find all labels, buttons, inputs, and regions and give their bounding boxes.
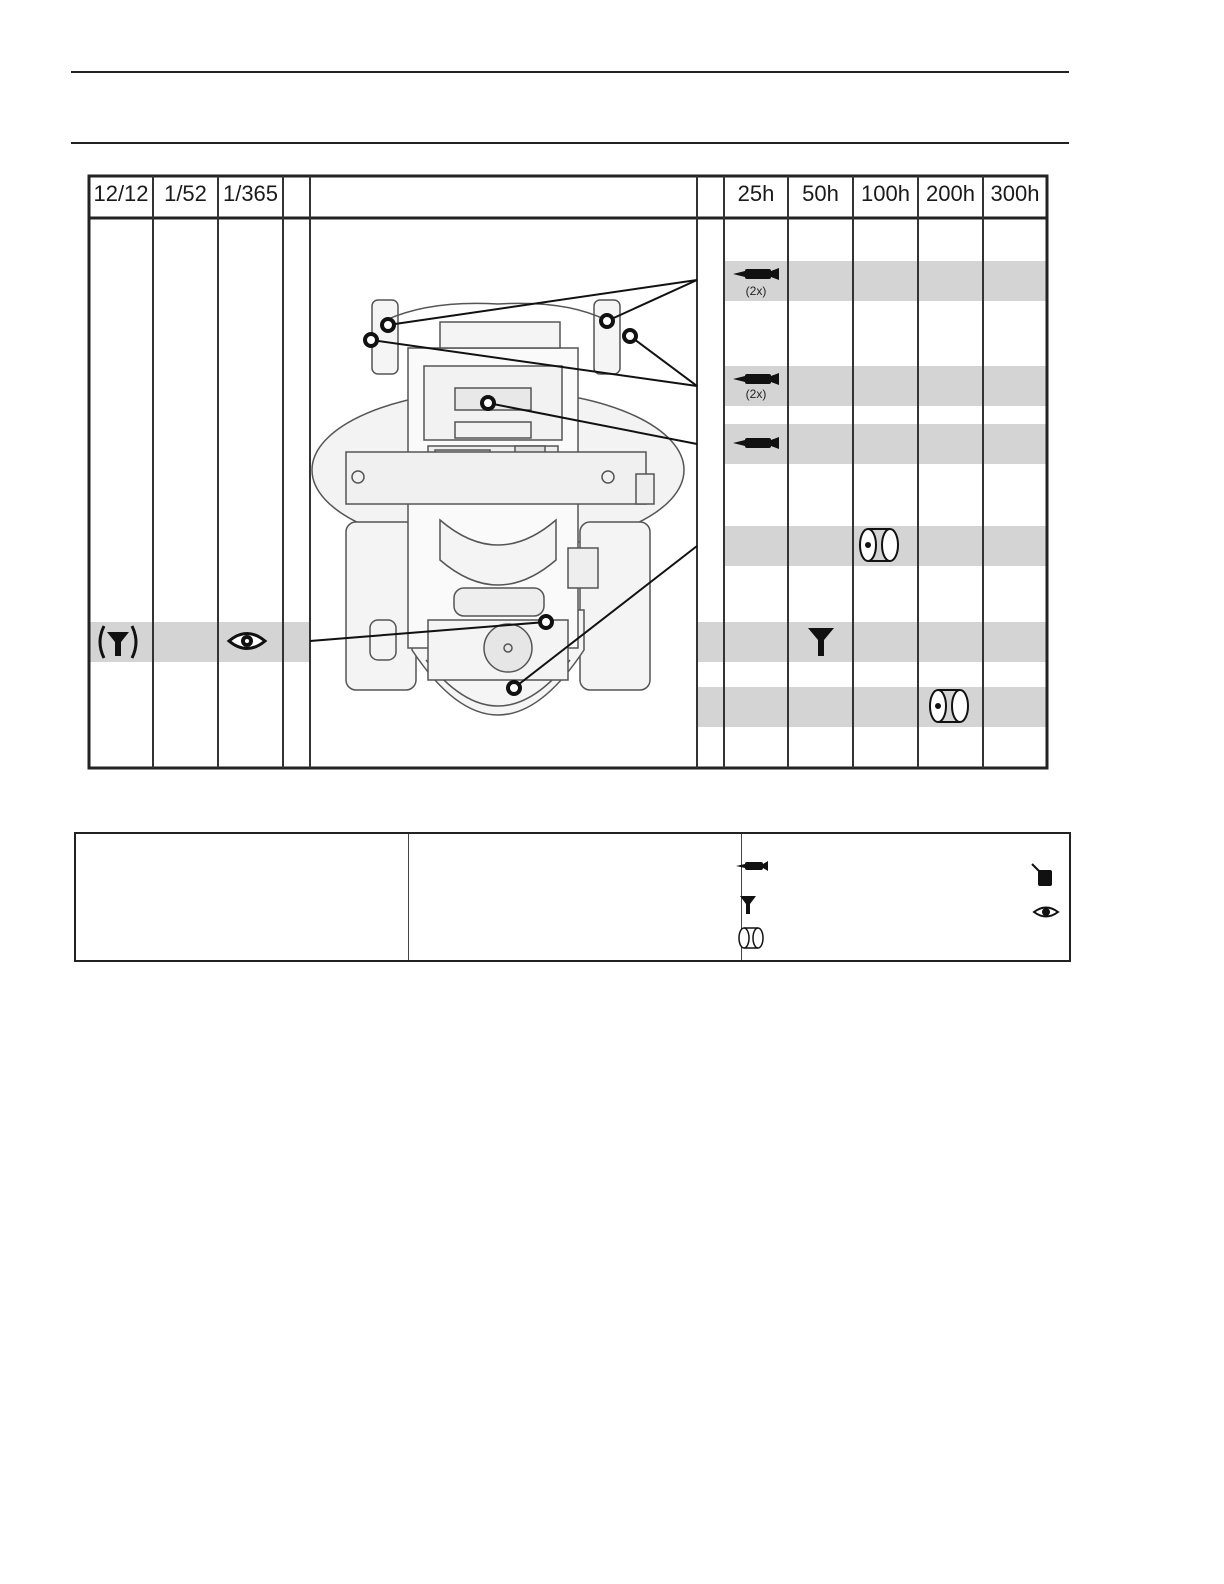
header-1-52: 1/52 xyxy=(164,181,207,206)
icon-legend xyxy=(74,832,1071,962)
multiplier-label: (2x) xyxy=(745,387,767,401)
filter-icon xyxy=(740,896,756,914)
header-100h: 100h xyxy=(861,181,910,206)
legend-icons xyxy=(74,832,1071,962)
header-12-12: 12/12 xyxy=(93,181,149,206)
multiplier-label: (2x) xyxy=(745,284,767,298)
shaded-row-5-left xyxy=(89,622,310,662)
inspect-eye-icon xyxy=(229,634,265,649)
header-1-365: 1/365 xyxy=(222,181,279,206)
header-50h: 50h xyxy=(802,181,839,206)
header-25h: 25h xyxy=(737,181,775,206)
inspect-eye-icon xyxy=(1034,908,1058,917)
shaded-row-6 xyxy=(697,687,1046,727)
shaded-row-5-right xyxy=(697,622,1046,662)
header-200h: 200h xyxy=(926,181,975,206)
mower-top-view-drawing xyxy=(312,300,684,715)
cylinder-filter-icon xyxy=(739,928,763,948)
grease-gun-icon xyxy=(736,861,768,871)
header-300h: 300h xyxy=(990,181,1040,206)
oil-can-icon xyxy=(1032,864,1052,886)
